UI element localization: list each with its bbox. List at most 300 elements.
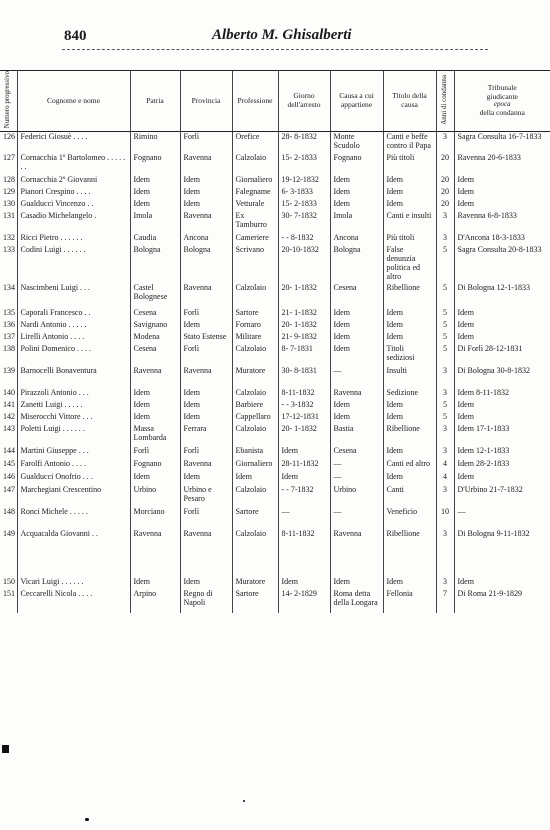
row-number: 151 [3, 589, 15, 599]
row-professione: Cameriere [232, 233, 278, 245]
row-titolo: Idem [383, 308, 436, 320]
row-arresto: 20- 1-1832 [278, 320, 330, 332]
row-provincia: Idem [180, 199, 232, 211]
row-arresto: 28-11-1832 [278, 459, 330, 472]
row-causa: — [330, 366, 383, 388]
row-tribunale: Idem [454, 472, 550, 485]
person-name: Martini Giuseppe . . . [17, 446, 130, 459]
row-professione: Militare [232, 332, 278, 344]
person-name: Pirazzoli Antonio . . . [17, 388, 130, 400]
person-name: Acquacalda Giovanni . . [17, 529, 130, 577]
row-titolo: Idem [383, 175, 436, 187]
table-row [0, 366, 550, 388]
row-causa: Monte Scudolo [330, 131, 383, 153]
row-tribunale: Idem [454, 332, 550, 344]
records-body [0, 131, 550, 613]
row-number: 148 [3, 507, 15, 517]
row-provincia: Forlì [180, 344, 232, 366]
row-patria: Idem [130, 388, 180, 400]
col-header-cognome: Cognome e nome [17, 71, 130, 132]
row-patria: Ravenna [130, 529, 180, 577]
person-name: Caporali Francesco . . [17, 308, 130, 320]
row-titolo: False denunzia politica ed altro [383, 245, 436, 283]
row-number: 128 [3, 175, 15, 185]
row-titolo: Canti e beffe contro il Papa [383, 131, 436, 153]
row-patria: Urbino [130, 485, 180, 507]
row-titolo: Idem [383, 320, 436, 332]
row-titolo: Ribellione [383, 283, 436, 308]
row-tribunale: Idem [454, 308, 550, 320]
row-patria: Idem [130, 400, 180, 412]
row-titolo: Canti [383, 485, 436, 507]
row-anni: 3 [436, 366, 454, 388]
row-patria: Castel Bolognese [130, 283, 180, 308]
row-anni: 4 [436, 459, 454, 472]
row-arresto: 14- 2-1829 [278, 589, 330, 613]
row-patria: Cesena [130, 344, 180, 366]
row-patria: Cesena [130, 308, 180, 320]
row-causa: — [330, 459, 383, 472]
row-anni: 3 [436, 233, 454, 245]
row-anni: 20 [436, 153, 454, 175]
ink-speck-bottom [85, 818, 89, 821]
row-professione: Sartore [232, 308, 278, 320]
row-professione: Calzolaio [232, 485, 278, 507]
row-provincia: Forlì [180, 507, 232, 529]
row-provincia: Idem [180, 412, 232, 424]
row-patria: Forlì [130, 446, 180, 459]
row-anni: 5 [436, 245, 454, 283]
row-number: 141 [3, 400, 15, 410]
table-row [0, 283, 550, 308]
row-titolo: Idem [383, 412, 436, 424]
row-tribunale: Idem [454, 412, 550, 424]
table-row [0, 308, 550, 320]
row-number: 142 [3, 412, 15, 422]
row-tribunale: Idem 28-2-1833 [454, 459, 550, 472]
row-titolo: Più titoli [383, 233, 436, 245]
table-row [0, 424, 550, 446]
table-row [0, 446, 550, 459]
row-number: 139 [3, 366, 15, 376]
row-anni: 4 [436, 472, 454, 485]
table-row [0, 187, 550, 199]
row-arresto: 30- 8-1831 [278, 366, 330, 388]
page-header [0, 0, 550, 50]
row-causa: Imola [330, 211, 383, 233]
person-name: Pianori Crespino . . . . [17, 187, 130, 199]
row-causa: Idem [330, 400, 383, 412]
row-titolo: Idem [383, 199, 436, 211]
row-arresto: Idem [278, 446, 330, 459]
table-row [0, 131, 550, 153]
page-number: 840 [64, 28, 87, 44]
row-provincia: Idem [180, 400, 232, 412]
table-row [0, 400, 550, 412]
row-patria: Fognano [130, 153, 180, 175]
row-patria: Savignano [130, 320, 180, 332]
row-number: 144 [3, 446, 15, 456]
row-tribunale: Idem [454, 577, 550, 589]
row-arresto: 21- 9-1832 [278, 332, 330, 344]
row-arresto: 15- 2-1833 [278, 153, 330, 175]
row-professione: Ex Tamburro [232, 211, 278, 233]
row-titolo: Idem [383, 332, 436, 344]
row-causa: Idem [330, 320, 383, 332]
row-patria: Modena [130, 332, 180, 344]
row-provincia: Idem [180, 175, 232, 187]
row-provincia: Idem [180, 187, 232, 199]
row-anni: 20 [436, 199, 454, 211]
person-name: Miserocchi Vittore . . . [17, 412, 130, 424]
row-professione: Muratore [232, 366, 278, 388]
person-name: Cornacchia 1º Bartolomeo . . . . . . . [17, 153, 130, 175]
row-anni: 3 [436, 211, 454, 233]
row-arresto: — [278, 507, 330, 529]
row-anni: 3 [436, 446, 454, 459]
row-causa: Cesena [330, 446, 383, 459]
row-professione: Falegname [232, 187, 278, 199]
row-professione: Giornaliero [232, 175, 278, 187]
row-tribunale: Ravenna 20-6-1833 [454, 153, 550, 175]
row-patria: Fognano [130, 459, 180, 472]
row-anni: 20 [436, 187, 454, 199]
row-anni: 7 [436, 589, 454, 613]
header-rule [62, 49, 488, 50]
row-anni: 5 [436, 412, 454, 424]
row-causa: Idem [330, 187, 383, 199]
row-number: 127 [3, 153, 15, 163]
row-arresto: 28- 8-1832 [278, 131, 330, 153]
row-number: 147 [3, 485, 15, 495]
row-titolo: Ribellione [383, 529, 436, 577]
col-header-patria: Patria [130, 71, 180, 132]
row-patria: Idem [130, 175, 180, 187]
row-provincia: Idem [180, 320, 232, 332]
person-name: Gualducci Vincenzo . . [17, 199, 130, 211]
row-titolo: Insulti [383, 366, 436, 388]
table-row [0, 153, 550, 175]
row-causa: Bologna [330, 245, 383, 283]
row-professione: Ebanista [232, 446, 278, 459]
col-header-titolo: Titolo della causa [383, 71, 436, 132]
row-anni: 20 [436, 175, 454, 187]
running-title: Alberto M. Ghisalberti [212, 27, 352, 43]
row-causa: Idem [330, 577, 383, 589]
row-professione: Calzolaio [232, 424, 278, 446]
row-arresto: 8- 7-1831 [278, 344, 330, 366]
row-professione: Calzolaio [232, 388, 278, 400]
table-row [0, 589, 550, 613]
row-causa: Urbino [330, 485, 383, 507]
row-provincia: Ravenna [180, 153, 232, 175]
col-header-anni: Anni di condanna [436, 71, 454, 132]
person-name: Polini Domenico . . . . [17, 344, 130, 366]
row-professione: Calzolaio [232, 344, 278, 366]
col-header-numero: Numero progressivo [0, 71, 17, 132]
row-professione: Calzolaio [232, 529, 278, 577]
row-professione: Scrivano [232, 245, 278, 283]
row-professione: Giornaliero [232, 459, 278, 472]
row-anni: 3 [436, 529, 454, 577]
row-number: 149 [3, 529, 15, 539]
row-tribunale: Sagra Consulta 20-8-1833 [454, 245, 550, 283]
row-professione: Vetturale [232, 199, 278, 211]
col-header-causa: Causa a cui appartiene [330, 71, 383, 132]
table-row [0, 577, 550, 589]
table-row [0, 245, 550, 283]
row-patria: Ravenna [130, 366, 180, 388]
row-arresto: Idem [278, 577, 330, 589]
row-provincia: Bologna [180, 245, 232, 283]
row-professione: Idem [232, 472, 278, 485]
row-tribunale: Di Roma 21-9-1829 [454, 589, 550, 613]
person-name: Nascimbeni Luigi . . . [17, 283, 130, 308]
row-causa: — [330, 472, 383, 485]
row-causa: Ancona [330, 233, 383, 245]
table-row [0, 529, 550, 577]
row-arresto: 30- 7-1832 [278, 211, 330, 233]
row-provincia: Regno di Napoli [180, 589, 232, 613]
col-header-provincia: Provincia [180, 71, 232, 132]
row-arresto: 21- 1-1832 [278, 308, 330, 320]
row-titolo: Idem [383, 577, 436, 589]
row-provincia: Forlì [180, 308, 232, 320]
row-anni: 5 [436, 400, 454, 412]
person-name: Barnocelli Bonaventura [17, 366, 130, 388]
row-tribunale: Idem 12-1-1833 [454, 446, 550, 459]
row-causa: Idem [330, 199, 383, 211]
row-titolo: Canti ed altro [383, 459, 436, 472]
row-titolo: Idem [383, 472, 436, 485]
row-patria: Arpino [130, 589, 180, 613]
row-tribunale: Idem [454, 320, 550, 332]
row-arresto: 8-11-1832 [278, 388, 330, 400]
row-number: 136 [3, 320, 15, 330]
table-row [0, 344, 550, 366]
row-anni: 3 [436, 424, 454, 446]
row-titolo: Idem [383, 187, 436, 199]
row-anni: 3 [436, 131, 454, 153]
row-patria: Idem [130, 187, 180, 199]
row-professione: Barbiere [232, 400, 278, 412]
row-provincia: Ravenna [180, 366, 232, 388]
row-titolo: Titoli sediziosi [383, 344, 436, 366]
row-causa: Ravenna [330, 388, 383, 400]
row-provincia: Ravenna [180, 459, 232, 472]
row-number: 138 [3, 344, 15, 354]
row-titolo: Fellonia [383, 589, 436, 613]
row-anni: 5 [436, 344, 454, 366]
row-provincia: Ravenna [180, 211, 232, 233]
row-tribunale: Idem 8-11-1832 [454, 388, 550, 400]
row-number: 131 [3, 211, 15, 221]
row-titolo: Idem [383, 400, 436, 412]
person-name: Gualducci Onofrio . . . [17, 472, 130, 485]
table-row [0, 233, 550, 245]
row-professione: Fornaro [232, 320, 278, 332]
row-arresto: 17-12-1831 [278, 412, 330, 424]
row-number: 126 [3, 131, 15, 141]
row-number: 132 [3, 233, 15, 243]
row-number: 129 [3, 187, 15, 197]
row-provincia: Stato Estense [180, 332, 232, 344]
row-number: 145 [3, 459, 15, 469]
row-arresto: 20- 1-1832 [278, 424, 330, 446]
row-tribunale: Di Bologna 30-8-1832 [454, 366, 550, 388]
person-name: Ceccarelli Nicola . . . . [17, 589, 130, 613]
row-tribunale: Di Bologna 12-1-1833 [454, 283, 550, 308]
row-causa: Idem [330, 175, 383, 187]
row-professione: Calzolaio [232, 283, 278, 308]
row-patria: Imola [130, 211, 180, 233]
table-row [0, 485, 550, 507]
row-anni: 3 [436, 485, 454, 507]
col-header-tribunale: Tribunale giudicante epoca della condanna [454, 71, 550, 132]
row-patria: Idem [130, 472, 180, 485]
row-arresto: 20- 1-1832 [278, 283, 330, 308]
row-professione: Sartore [232, 589, 278, 613]
table-row [0, 507, 550, 529]
row-number: 140 [3, 388, 15, 398]
table-row [0, 472, 550, 485]
person-name: Federici Giosuè . . . . [17, 131, 130, 153]
row-number: 143 [3, 424, 15, 434]
row-patria: Idem [130, 412, 180, 424]
person-name: Zanetti Luigi . . . . . [17, 400, 130, 412]
row-titolo: Sedizione [383, 388, 436, 400]
row-tribunale: Idem 17-1-1833 [454, 424, 550, 446]
row-causa: Ravenna [330, 529, 383, 577]
row-causa: Idem [330, 344, 383, 366]
person-name: Casadio Michelangelo . [17, 211, 130, 233]
row-tribunale: — [454, 507, 550, 529]
person-name: Farolfi Antonio . . . . [17, 459, 130, 472]
row-tribunale: Idem [454, 175, 550, 187]
row-provincia: Ravenna [180, 283, 232, 308]
row-provincia: Idem [180, 577, 232, 589]
row-number: 130 [3, 199, 15, 209]
row-provincia: Ancona [180, 233, 232, 245]
row-arresto: 6- 3-1833 [278, 187, 330, 199]
row-professione: Cappellaro [232, 412, 278, 424]
person-name: Vicari Luigi . . . . . . [17, 577, 130, 589]
person-name: Nardi Antonio . . . . . [17, 320, 130, 332]
row-titolo: Più titoli [383, 153, 436, 175]
row-provincia: Urbino e Pesaro [180, 485, 232, 507]
row-tribunale: D'Urbino 21-7-1832 [454, 485, 550, 507]
row-patria: Morciano [130, 507, 180, 529]
row-tribunale: Idem [454, 199, 550, 211]
table-row [0, 388, 550, 400]
row-arresto: - - 8-1832 [278, 233, 330, 245]
col-header-professione: Professione [232, 71, 278, 132]
row-causa: Idem [330, 308, 383, 320]
person-name: Marchegiani Crescentino [17, 485, 130, 507]
col-header-arresto: Giorno dell'arresto [278, 71, 330, 132]
person-name: Cornacchia 2º Giovanni [17, 175, 130, 187]
row-patria: Bologna [130, 245, 180, 283]
row-tribunale: Ravenna 6-8-1833 [454, 211, 550, 233]
row-arresto: 15- 2-1833 [278, 199, 330, 211]
row-anni: 5 [436, 332, 454, 344]
row-arresto: - - 3-1832 [278, 400, 330, 412]
row-provincia: Ferrara [180, 424, 232, 446]
row-titolo: Idem [383, 446, 436, 459]
row-tribunale: Idem [454, 187, 550, 199]
row-number: 135 [3, 308, 15, 318]
row-anni: 5 [436, 320, 454, 332]
row-number: 134 [3, 283, 15, 293]
ink-speck-mid [243, 800, 245, 802]
table-row [0, 175, 550, 187]
table-row [0, 211, 550, 233]
row-causa: Idem [330, 412, 383, 424]
row-provincia: Forlì [180, 131, 232, 153]
row-number: 137 [3, 332, 15, 342]
person-name: Poletti Luigi . . . . . . [17, 424, 130, 446]
row-professione: Muratore [232, 577, 278, 589]
row-patria: Idem [130, 199, 180, 211]
row-provincia: Forlì [180, 446, 232, 459]
person-name: Ronci Michele . . . . . [17, 507, 130, 529]
row-titolo: Ribellione [383, 424, 436, 446]
row-causa: Idem [330, 332, 383, 344]
row-tribunale: Idem [454, 400, 550, 412]
row-tribunale: Di Bologna 9-11-1832 [454, 529, 550, 577]
row-provincia: Idem [180, 388, 232, 400]
row-patria: Rimino [130, 131, 180, 153]
row-causa: — [330, 507, 383, 529]
row-causa: Cesena [330, 283, 383, 308]
person-name: Lirelli Antonio . . . . [17, 332, 130, 344]
row-titolo: Veneficio [383, 507, 436, 529]
row-arresto: 19-12-1832 [278, 175, 330, 187]
header-row [0, 71, 550, 132]
records-table [0, 70, 550, 613]
row-professione: Sartore [232, 507, 278, 529]
row-number: 133 [3, 245, 15, 255]
table-row [0, 459, 550, 472]
row-titolo: Canti e insulti [383, 211, 436, 233]
row-arresto: 8-11-1832 [278, 529, 330, 577]
row-anni: 3 [436, 388, 454, 400]
row-anni: 5 [436, 283, 454, 308]
row-causa: Bastia [330, 424, 383, 446]
row-provincia: Ravenna [180, 529, 232, 577]
row-causa: Fognano [330, 153, 383, 175]
row-professione: Calzolaio [232, 153, 278, 175]
row-patria: Idem [130, 577, 180, 589]
row-tribunale: D'Ancona 18-3-1833 [454, 233, 550, 245]
person-name: Ricci Pietro . . . . . . [17, 233, 130, 245]
ink-blot-left [2, 745, 9, 753]
row-anni: 3 [436, 577, 454, 589]
table-row [0, 412, 550, 424]
row-arresto: Idem [278, 472, 330, 485]
row-anni: 5 [436, 308, 454, 320]
row-number: 150 [3, 577, 15, 587]
row-arresto: - - 7-1832 [278, 485, 330, 507]
row-number: 146 [3, 472, 15, 482]
row-causa: Roma detta della Longara [330, 589, 383, 613]
table-row [0, 320, 550, 332]
row-arresto: 20-10-1832 [278, 245, 330, 283]
row-professione: Orefice [232, 131, 278, 153]
row-patria: Caudia [130, 233, 180, 245]
row-tribunale: Di Forlì 28-12-1831 [454, 344, 550, 366]
row-provincia: Idem [180, 472, 232, 485]
